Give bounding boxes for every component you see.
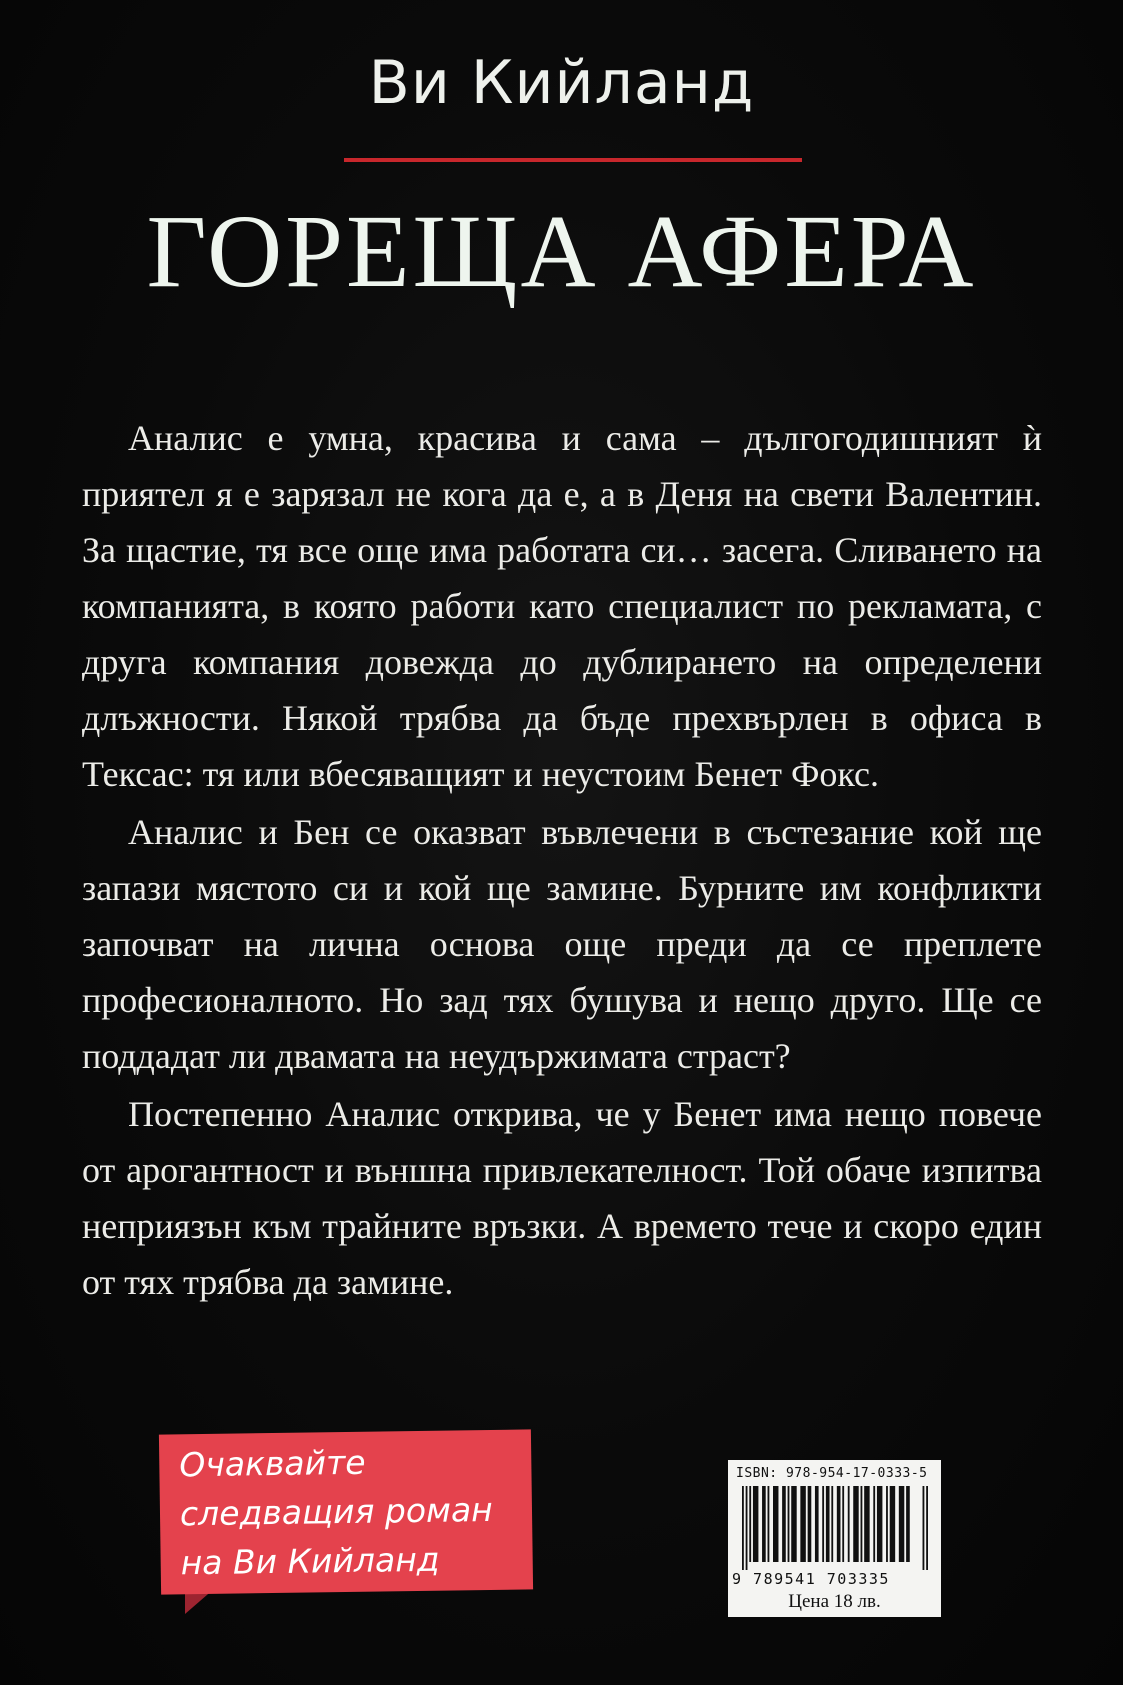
barcode-bar bbox=[788, 1486, 790, 1562]
barcode-bar bbox=[808, 1486, 812, 1562]
barcode-bar bbox=[923, 1486, 925, 1570]
book-title: ГОРЕЩА АФЕРА bbox=[146, 194, 977, 309]
barcode-bar bbox=[800, 1486, 805, 1562]
barcode-bar bbox=[837, 1486, 841, 1562]
barcode-bar bbox=[848, 1486, 850, 1562]
barcode-bar bbox=[926, 1486, 928, 1570]
barcode-bar bbox=[899, 1486, 904, 1562]
barcode-bar bbox=[853, 1486, 858, 1562]
price-label: Цена 18 лв. bbox=[788, 1591, 881, 1612]
promo-line: Очаквайте bbox=[179, 1442, 366, 1485]
barcode-bar bbox=[826, 1486, 830, 1562]
red-divider bbox=[344, 158, 802, 162]
barcode-icon bbox=[742, 1486, 928, 1570]
blurb-paragraph: Постепенно Аналис открива, че у Бенет има нещо повече от арогантност и външна привлекателност. Той обаче изпитва неприязън към трайните връзки. А времето тече и скоро един от тях трябва да замине. bbox=[82, 1094, 1042, 1302]
promo-line: следващия роман bbox=[179, 1489, 493, 1534]
author-name: Ви Кийланд bbox=[368, 48, 755, 118]
blurb bbox=[82, 410, 1042, 1312]
barcode-bar bbox=[877, 1486, 882, 1562]
barcode-bar bbox=[742, 1486, 744, 1570]
barcode-bar bbox=[831, 1486, 833, 1562]
barcode-bar bbox=[890, 1486, 895, 1562]
barcode-bar bbox=[861, 1486, 863, 1562]
barcode-bar bbox=[762, 1486, 766, 1562]
barcode-bar bbox=[873, 1486, 875, 1562]
barcode-bar bbox=[782, 1486, 786, 1562]
promo-ribbon bbox=[159, 1429, 533, 1594]
ean-digits: 9 789541 703335 bbox=[732, 1570, 890, 1588]
barcode-bar bbox=[791, 1486, 796, 1562]
barcode-bar bbox=[906, 1486, 910, 1562]
barcode-bar bbox=[768, 1486, 770, 1562]
promo-line: на Ви Кийланд bbox=[180, 1539, 440, 1583]
promo-text bbox=[179, 1436, 526, 1588]
blurb-paragraph: Аналис и Бен се оказват въвлечени в състезание кой ще запази мястото си и кой ще замине. Бурните им конфликти започват на лична основа още преди да се преплете професионалното. Но зад тях бушува и нещо друго. Ще се поддадат ли двамата на неудържимата страст? bbox=[82, 812, 1042, 1076]
barcode-bar bbox=[749, 1486, 751, 1562]
isbn-text: ISBN: 978-954-17-0333-5 bbox=[736, 1466, 928, 1481]
barcode-bar bbox=[842, 1486, 844, 1562]
barcode-bar bbox=[815, 1486, 819, 1562]
barcode-bar bbox=[746, 1486, 748, 1570]
barcode-label bbox=[728, 1460, 941, 1617]
barcode-bar bbox=[864, 1486, 869, 1562]
blurb-paragraph: Аналис е умна, красива и сама – дългогодишният ѝ приятел я е зарязал не кога да е, а в Деня на свети Валентин. За щастие, тя все още има работата си… засега. Сливането на компанията, в която работи като специалист по рекламата, с друга компания довежда до дублирането на определени длъжности. Някой трябва да бъде прехвърлен в офиса в Тексас: тя или вбесяващият и неустоим Бенет Фокс. bbox=[82, 418, 1042, 794]
barcode-bar bbox=[886, 1486, 888, 1562]
barcode-bar bbox=[822, 1486, 824, 1562]
barcode-bar bbox=[773, 1486, 778, 1562]
barcode-bar bbox=[753, 1486, 758, 1562]
